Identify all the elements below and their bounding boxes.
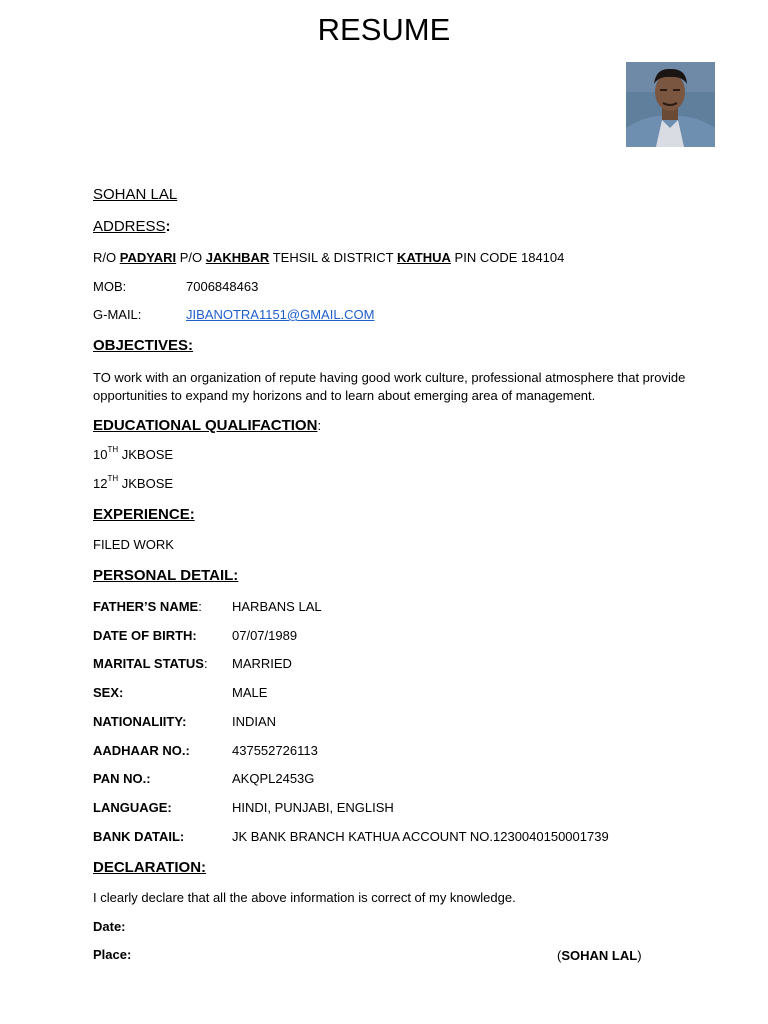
education-grade: 12 [93, 476, 108, 491]
detail-value-dob: 07/07/1989 [232, 628, 298, 643]
address-ro: R/O [93, 250, 117, 265]
address-heading-label: ADDRESS [93, 218, 166, 235]
detail-label-dob [93, 628, 197, 644]
detail-label-text: BANK DATAIL: [93, 829, 185, 844]
detail-value-language: HINDI, PUNJABI, ENGLISH [232, 800, 394, 815]
address-village: PADYARI [119, 250, 177, 265]
detail-label-colon: : [198, 599, 202, 614]
detail-label-text: PAN NO.: [93, 771, 151, 786]
detail-value-aadhaar: 437552726113 [232, 743, 318, 758]
place-label: Place: [93, 947, 132, 962]
education-item [93, 445, 174, 462]
address-post-office: JAKHBAR [205, 250, 270, 265]
detail-label-text: SEX: [93, 685, 124, 700]
date-label: Date: [93, 919, 126, 934]
education-heading-colon: : [317, 418, 322, 433]
gmail-label: G-MAIL: [93, 307, 142, 322]
address-po: P/O [179, 250, 203, 265]
experience-text: FILED WORK [93, 537, 174, 552]
declaration-heading: DECLARATION: [93, 859, 207, 876]
page-title: RESUME [317, 12, 451, 47]
objectives-text: TO work with an organization of repute having good work culture, professional atmosphere that provide opportunities to expand my horizons and to learn about emerging area of management. [93, 370, 686, 403]
signature-open: ( [557, 948, 562, 963]
candidate-name: SOHAN LAL [93, 186, 178, 203]
personal-detail-heading: PERSONAL DETAIL: [93, 567, 239, 584]
address-pin: PIN CODE 184104 [454, 250, 565, 265]
detail-value-bank: JK BANK BRANCH KATHUA ACCOUNT NO.1230040150001739 [232, 829, 609, 844]
address-tehsil: TEHSIL & DISTRICT [272, 250, 394, 265]
signature-name [557, 948, 642, 964]
detail-label-nationality [93, 714, 186, 730]
education-grade-sup: TH [107, 445, 119, 454]
education-heading-label: EDUCATIONAL QUALIFACTION [93, 417, 318, 434]
detail-label-text: FATHER’S NAME [93, 599, 199, 614]
detail-label-sex [93, 685, 123, 701]
detail-label-text: AADHAAR NO.: [93, 743, 190, 758]
detail-label-text: NATIONALIITY: [93, 714, 187, 729]
address-heading-colon: : [165, 218, 171, 235]
detail-label-pan [93, 771, 151, 787]
declaration-text: I clearly declare that all the above information is correct of my knowledge. [93, 890, 516, 905]
detail-label-aadhaar [93, 743, 190, 759]
detail-label-language [93, 800, 172, 816]
education-board: JKBOSE [121, 476, 174, 491]
detail-label-marital [93, 656, 208, 672]
address-line [93, 251, 564, 264]
education-grade-sup: TH [107, 474, 119, 483]
objectives-heading: OBJECTIVES: [93, 337, 194, 354]
detail-value-marital: MARRIED [232, 656, 292, 671]
detail-label-text: DATE OF BIRTH: [93, 628, 197, 643]
detail-value-pan: AKQPL2453G [232, 771, 315, 786]
gmail-link[interactable]: JIBANOTRA1151@GMAIL.COM [186, 307, 375, 322]
mob-label: MOB: [93, 279, 127, 294]
education-item [93, 474, 174, 491]
detail-value-sex: MALE [232, 685, 268, 700]
detail-value-father: HARBANS LAL [232, 599, 322, 614]
detail-label-text: LANGUAGE: [93, 800, 172, 815]
detail-label-bank [93, 829, 184, 845]
profile-photo [626, 62, 715, 147]
address-district: KATHUA [396, 250, 451, 265]
education-board: JKBOSE [121, 447, 174, 462]
mob-value: 7006848463 [186, 279, 259, 294]
detail-value-nationality: INDIAN [232, 714, 277, 729]
detail-label-colon: : [203, 656, 208, 671]
signature-close: ) [637, 948, 642, 963]
detail-label-father [93, 599, 202, 615]
education-grade: 10 [93, 447, 108, 462]
signature-text: SOHAN LAL [561, 948, 638, 963]
detail-label-text: MARITAL STATUS [93, 656, 204, 671]
experience-heading: EXPERIENCE: [93, 506, 195, 523]
address-heading [93, 219, 171, 235]
education-heading [93, 418, 321, 434]
